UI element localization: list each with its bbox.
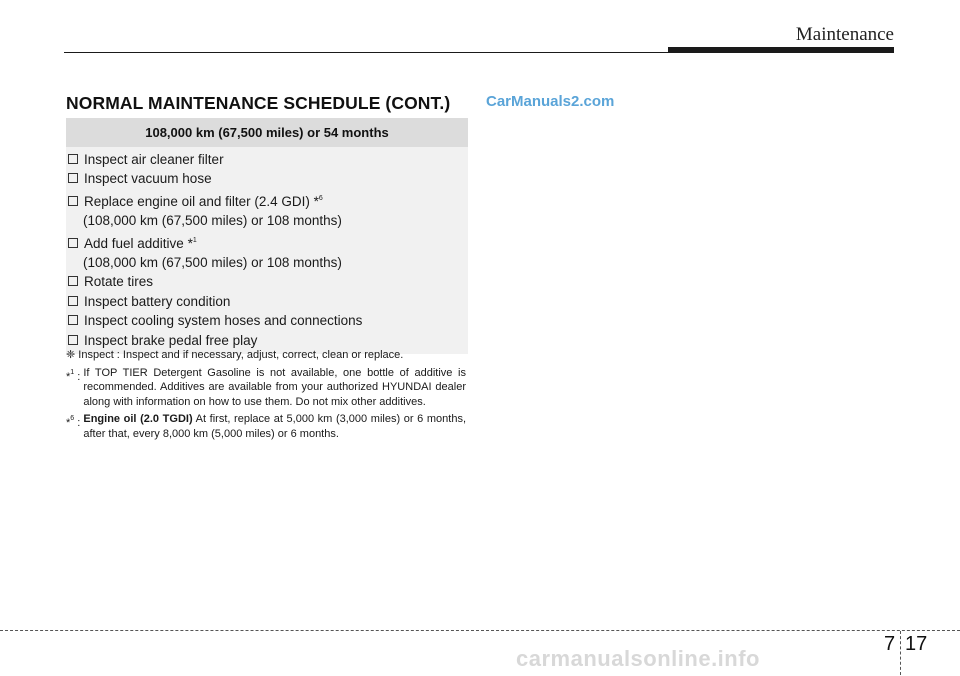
checkbox-icon	[68, 335, 78, 345]
footer-rule	[0, 630, 960, 631]
section-title: NORMAL MAINTENANCE SCHEDULE (CONT.)	[66, 93, 451, 113]
page-chapter: 7	[884, 633, 896, 655]
checklist-item: Rotate tires	[66, 272, 468, 291]
checklist-item: Add fuel additive *$^1$	[66, 231, 468, 253]
checkbox-icon	[68, 238, 78, 248]
note-inspect: ❈ Inspect : Inspect and if necessary, adjust, correct, clean or replace.	[66, 349, 404, 361]
checklist-item: Inspect battery condition	[66, 292, 468, 311]
note-1-marker: *$^1$ :	[66, 368, 84, 383]
header-accent-bar	[668, 47, 894, 53]
note-1-text: If TOP TIER Detergent Gasoline is not available, one bottle of additive is recommended. Additives are available from your authorized HYUNDAI dealer along with information on how to use them. Do not mix other additives.	[83, 366, 466, 408]
checkbox-icon	[68, 276, 78, 286]
table-body	[66, 147, 468, 354]
page-separator	[900, 631, 901, 675]
checkbox-icon	[68, 173, 78, 183]
checkbox-icon	[68, 296, 78, 306]
inspect-marker-icon: ❈	[66, 349, 76, 361]
footnotes	[66, 348, 466, 445]
checklist-item-continuation: (108,000 km (67,500 miles) or 108 months)	[83, 213, 342, 229]
note-6-marker: *$^6$ :	[66, 415, 84, 430]
footnote-ref: 6	[318, 194, 323, 202]
note-6	[66, 412, 466, 441]
checklist-item: Inspect cooling system hoses and connections	[66, 311, 468, 330]
checklist-item: Inspect air cleaner filter	[66, 150, 468, 169]
header-title: Maintenance	[795, 24, 894, 45]
table-heading: 108,000 km (67,500 miles) or 54 months	[66, 118, 468, 147]
footer-watermark: carmanualsonline.info	[516, 646, 760, 671]
checklist-item: Inspect vacuum hose	[66, 169, 468, 188]
checklist-item: Inspect brake pedal free play	[66, 331, 468, 350]
page-number: 17	[905, 633, 928, 655]
checkbox-icon	[68, 315, 78, 325]
schedule-table	[66, 118, 468, 354]
note-6-bold: Engine oil (2.0 TGDI)	[83, 413, 193, 426]
checkbox-icon	[68, 154, 78, 164]
watermark-logo: CarManuals2.com	[486, 93, 615, 110]
note-6-body: Engine oil (2.0 TGDI) At first, replace at 5,000 km (3,000 miles) or 6 months, after that, every 8,000 km (5,000 miles) or 6 months.	[83, 413, 466, 440]
checklist-item: Replace engine oil and filter (2.4 GDI) *$^6$	[66, 189, 468, 211]
footnote-ref: 1	[192, 236, 197, 244]
checklist-item-continuation: (108,000 km (67,500 miles) or 108 months)	[83, 255, 342, 271]
note-1	[66, 366, 466, 410]
checkbox-icon	[68, 196, 78, 206]
